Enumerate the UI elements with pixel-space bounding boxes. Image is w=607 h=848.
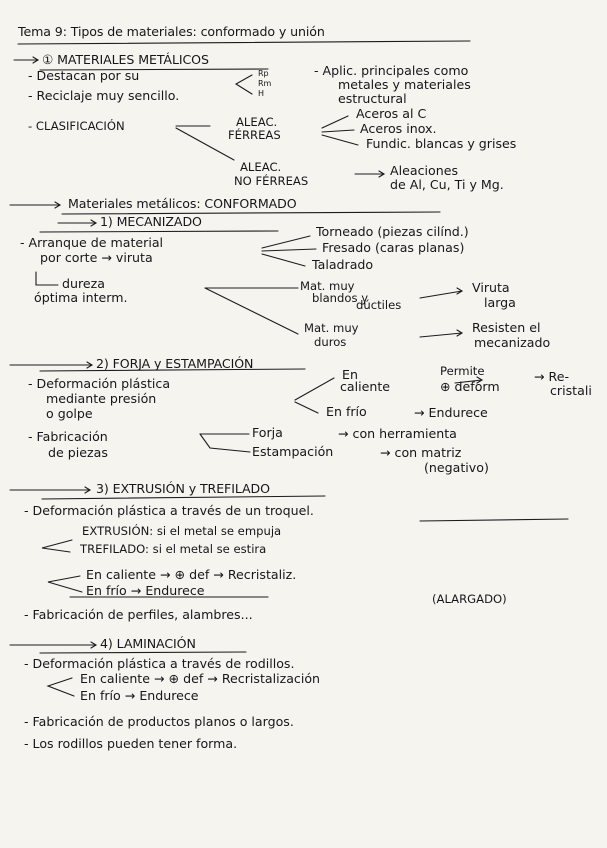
section-heading-mecanizado: 1) MECANIZADO xyxy=(100,214,202,229)
note-blandos-3: dúctiles xyxy=(356,298,402,312)
note-rodillos-forma: - Los rodillos pueden tener forma. xyxy=(24,736,238,751)
note-extrusion: EXTRUSIÓN: si el metal se empuja xyxy=(82,524,282,538)
note-reciclaje: - Reciclaje muy sencillo. xyxy=(28,88,180,103)
page-title: Tema 9: Tipos de materiales: conformado y unión xyxy=(18,24,325,39)
note-estampacion: Estampación xyxy=(252,444,334,459)
note-prop-rp: Rp xyxy=(258,69,269,78)
note-caliente-1: En xyxy=(342,367,358,382)
note-fabricacion-2: de piezas xyxy=(48,445,108,460)
note-aleaciones-2: de Al, Cu, Ti y Mg. xyxy=(390,177,504,192)
section-heading-extrusion: 3) EXTRUSIÓN y TREFILADO xyxy=(96,481,270,496)
note-prop-rm: Rm xyxy=(258,79,272,88)
note-deformacion-3: o golpe xyxy=(46,406,93,421)
note-destacan: - Destacan por su xyxy=(28,68,140,83)
note-blandos-1: Mat. muy xyxy=(300,279,355,293)
note-aleaciones-1: Aleaciones xyxy=(390,163,458,178)
section-heading-laminacion: 4) LAMINACIÓN xyxy=(100,636,196,651)
note-negativo: (negativo) xyxy=(424,460,489,475)
note-trefilado: TREFILADO: si el metal se estira xyxy=(80,542,267,556)
note-con-matriz: → con matriz xyxy=(380,445,462,460)
note-fundic: Fundic. blancas y grises xyxy=(366,136,517,151)
note-arranque-2: por corte → viruta xyxy=(40,250,153,265)
note-fresado: Fresado (caras planas) xyxy=(322,240,465,255)
note-resisten-2: mecanizado xyxy=(474,335,551,350)
section-heading-forja: 2) FORJA y ESTAMPACIÓN xyxy=(96,356,254,371)
note-con-herramienta: → con herramienta xyxy=(338,426,457,441)
note-viruta-1: Viruta xyxy=(472,280,510,295)
note-ferreas-2: FÉRREAS xyxy=(228,128,281,142)
note-duros-2: duros xyxy=(314,335,347,349)
note-deformacion-2: mediante presión xyxy=(46,391,157,406)
note-fabricacion-perfiles: - Fabricación de perfiles, alambres... xyxy=(24,607,253,622)
section-heading-conformado: Materiales metálicos: CONFORMADO xyxy=(68,196,297,211)
note-ferreas-1: ALEAC. xyxy=(236,115,278,129)
note-prop-h: H xyxy=(258,89,265,98)
note-recrist-2: cristali xyxy=(550,383,592,398)
note-lam-frio: En frío → Endurece xyxy=(80,688,199,703)
note-noferreas-1: ALEAC. xyxy=(240,160,282,174)
note-lam-caliente: En caliente → ⊕ def → Recristalización xyxy=(80,671,321,686)
note-clasificacion: - CLASIFICACIÓN xyxy=(28,119,125,133)
note-ext-caliente: En caliente → ⊕ def → Recristaliz. xyxy=(86,567,297,582)
note-viruta-2: larga xyxy=(484,295,516,310)
note-duros-1: Mat. muy xyxy=(304,321,359,335)
note-blandos-2: blandos y xyxy=(312,291,369,305)
note-dureza-2: óptima interm. xyxy=(34,290,128,305)
note-noferreas-2: NO FÉRREAS xyxy=(234,174,309,188)
note-dureza-1: dureza xyxy=(62,276,105,291)
note-torneado: Torneado (piezas cilínd.) xyxy=(316,224,469,239)
note-ext-frio: En frío → Endurece xyxy=(86,583,205,598)
note-taladrado: Taladrado xyxy=(312,257,374,272)
note-fabricacion-1: - Fabricación xyxy=(28,429,108,444)
note-productos-planos: - Fabricación de productos planos o largos. xyxy=(24,714,294,729)
note-arranque-1: - Arranque de material xyxy=(20,235,164,250)
note-forja: Forja xyxy=(252,425,283,440)
note-caliente-2: caliente xyxy=(340,379,391,394)
note-aplic-2: metales y materiales xyxy=(338,77,471,92)
note-deformacion-troquel: - Deformación plástica a través de un troquel. xyxy=(24,503,314,518)
note-recrist-1: → Re- xyxy=(534,369,570,384)
note-permite: Permite xyxy=(440,364,485,378)
note-endurece: → Endurece xyxy=(414,405,488,420)
note-acero-inox: Aceros inox. xyxy=(360,121,437,136)
section-heading-materiales-metalicos: ① MATERIALES METÁLICOS xyxy=(42,52,209,67)
note-aplic-3: estructural xyxy=(338,91,407,106)
note-aplic-1: - Aplic. principales como xyxy=(314,63,469,78)
note-alargado: (ALARGADO) xyxy=(432,592,507,606)
note-frio: En frío xyxy=(326,404,367,419)
note-deform: ⊕ deform xyxy=(440,379,500,394)
note-acero-c: Aceros al C xyxy=(356,106,427,121)
note-deformacion-rodillos: - Deformación plástica a través de rodillos. xyxy=(24,656,295,671)
note-resisten-1: Resisten el xyxy=(472,320,541,335)
note-deformacion-1: - Deformación plástica xyxy=(28,376,171,391)
